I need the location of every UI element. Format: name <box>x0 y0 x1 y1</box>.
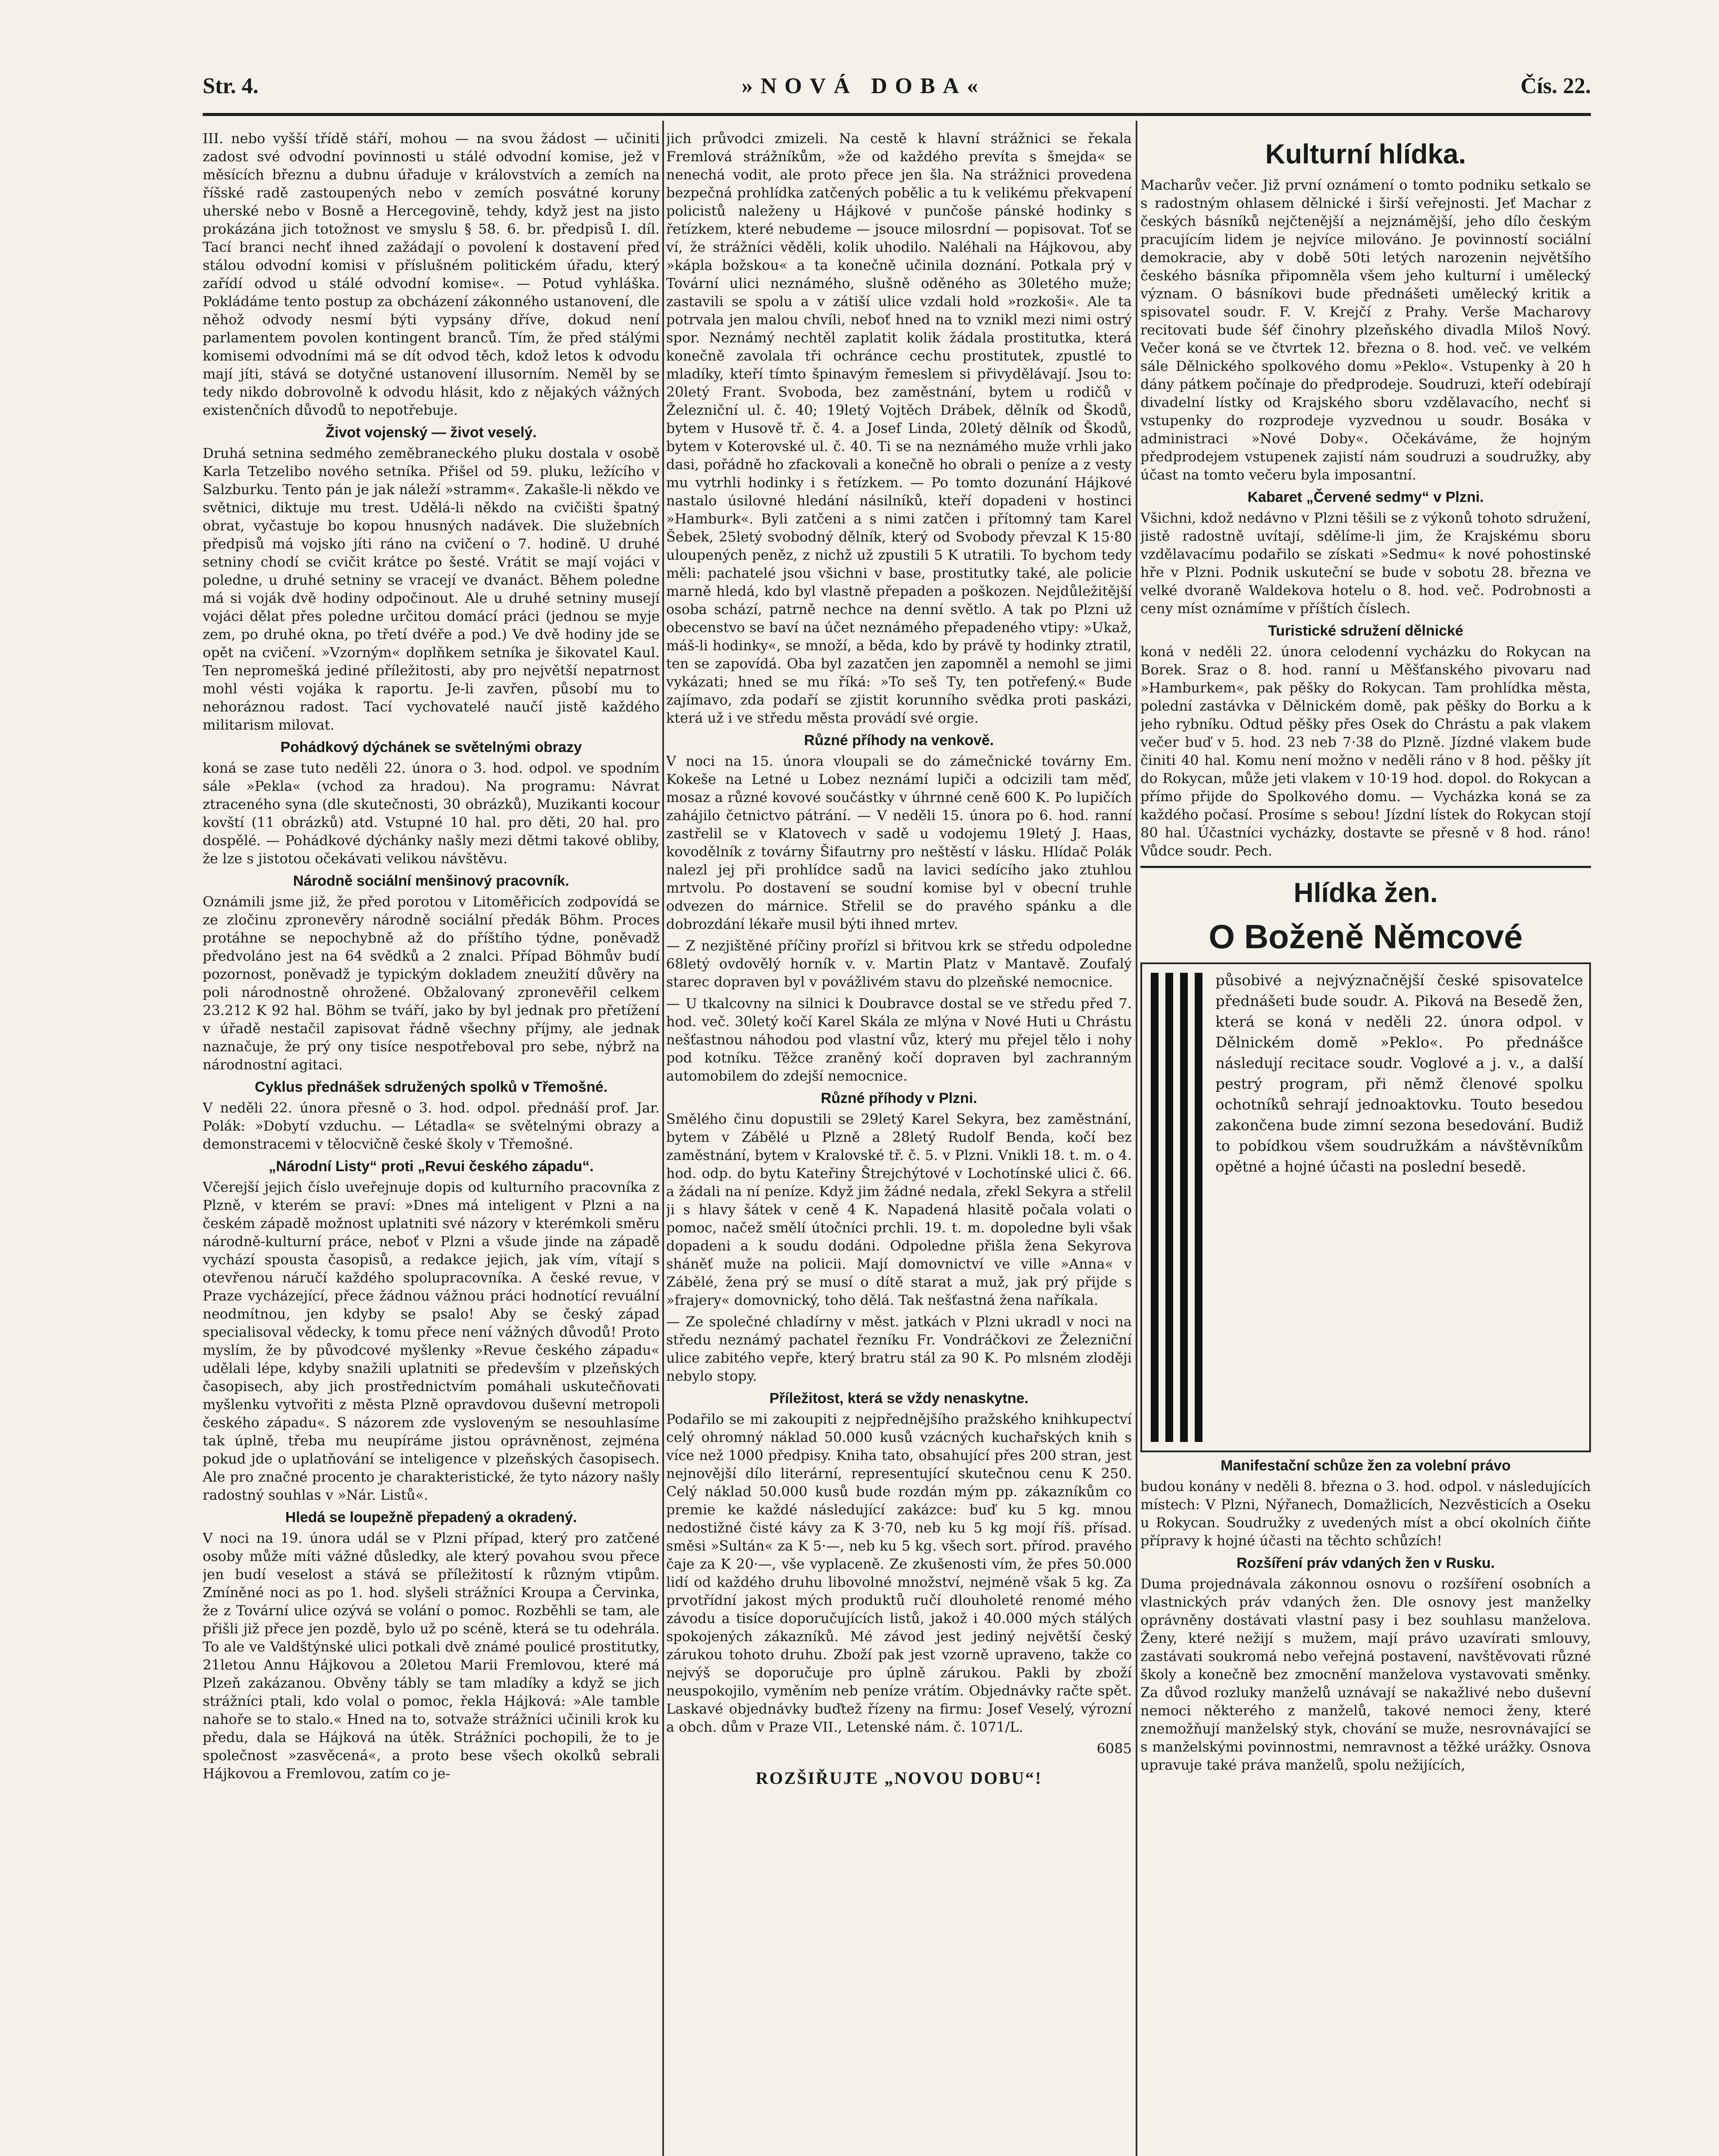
article-countryside-1: V noci na 15. února vloupali se do zámečnické továrny Em. Kokeše na Letné u Lobez neznámí lupiči a odcizili tam měď, mosaz a různé kovové součástky v úhrnné ceně 600 K. Po lupičích zahájilo četnictvo pátrání. — V neděli 15. února po 6. hod. ranní zastřelil se v Klatovech v sadě u vodojemu 19letý J. Haas, kovodělník z továrny Šifautrny pro neštěstí v lásku. Hlídač Polák nalezl jej při prohlídce sadů na lavici sedícího jako ztuhlou mrtvolu. Po dostavení se soudní komise byl v obecní truhle odvezen do márnice. Střelil se do pravého spánku a dle dobrozdání lékaře musil býti ihned mrtev. <box>666 753 1132 932</box>
lecture-announcement-text: působivé a nejvýznačnější české spisovatelce přednášeti bude soudr. A. Piková na Besedě žen, která se koná v neděli 22. února odpol. v Dělnickém domě »Peklo«. Po přednášce následují recitace soudr. Voglové a j. v., a další pestrý program, při němž členové spolku ochotníků sehrají jednoaktovku. Touto besedou zakončena bude zimní sezona besedování. Budiž to pobídkou všem soudružkám a návštěvníkům opětné a hojné účasti na poslední besedě. <box>1215 972 1583 1175</box>
article-russian-wives: Duma projednávala zákonnou osnovu o rozšíření osobních a vlastnických práv vdaných žen. Dle osnovy jest manželky oprávněny dostávati vlastní pasy i bez souhlasu manželova. Ženy, které nežijí s mužem, mají právo uzavírati smlouvy, zastávati soukromá nebo veřejná postavení, navštěvovati různé školy a konečně bez zmocnění manželova vystavovati směnky. Za důvod rozluky manželů uznávají se nakažlivé nebo duševní nemoci některého z manželů, takové nemoci ženy, které znemožňují manželský styk, chování se muže, nesrovnávající se s manželskými povinnostmi, nemravnost a těžké urážky. Osnova upravuje také práva manželů, spolu nežijících, <box>1140 1576 1591 1773</box>
heading-bozena-nemcova: O Boženě Němcové <box>1209 918 1523 956</box>
article-narodni-listy: Včerejší jejich číslo uveřejnuje dopis od kulturního pracovníka z Plzně, v kterém se praví: »Dnes má inteligent v Plzni a na českém západě možnost uplatniti své názory v kterémkoli směru národně-kulturní práce, neboť v Plzni a všude jinde na západě vychází spousta časopisů, a redakce jejich, jak vím, vítají s otevřenou náručí každého spolupracovníka. A české revue, v Praze vycházející, přece žádnou vážnou práci hodnotící revuální neodmítnou, jen kdyby se psalo! Aby se český západ specialisoval vědecky, k tomu přece není vážných důvodů! Proto myslím, že by původcové myšlenky »Revue českého západu« udělali lépe, kdyby snažili uplatniti se především v plzeňských časopisech, aby jich prostřednictvím pomáhali uskutečňovati myšlenku vytvořiti z města Plzně opravdovou duševní metropoli českého západu«. S názorem zde vysloveným se nesouhlasíme tak úplně, třeba mu neupíráme jistou oprávněnost, zejména pokud jde o uplatňování se inteligence v plzeňských časopisech. Ale pro značné procento je charakteristické, že tyto názory našly radostný souhlas v »Nár. Listů«. <box>203 1179 660 1503</box>
heading-robbed-man: Hledá se loupežně přepadený a okradený. <box>285 1509 577 1526</box>
heading-fairytale-evening: Pohádkový dýchánek se světelnými obrazy <box>280 739 582 755</box>
heading-womens-watch: Hlídka žen. <box>1293 877 1438 908</box>
heading-cultural-watch: Kulturní hlídka. <box>1265 138 1466 169</box>
column-1 <box>203 129 660 2156</box>
heading-manifest-meeting: Manifestační schůze žen za volební právo <box>1221 1457 1511 1474</box>
column-2 <box>666 129 1132 2156</box>
heading-narodni-listy: „Národní Listy“ proti „Revui českého západu“. <box>269 1158 594 1175</box>
heading-tourist-club: Turistické sdružení dělnické <box>1268 623 1463 639</box>
ad-number: 6085 <box>1096 1740 1132 1757</box>
article-national-social: Oznámili jsme již, že před porotou v Litoměřicích zodpovídá se ze zločinu zpronevěry národně sociální předák Böhm. Proces protáhne se nepochybně až do příštího týdne, poněvadž předvoláno jest na 64 svědků a 2 znalci. Případ Böhmův budí pozornost, poněvadž je typickým dokladem zneužití důvěry na poli národnostně ohrožené. Obžalovaný zpronevěřil celkem 23.212 K 92 hal. Böhm se tváří, jako by byl jednak pro přetížení v úřadě nestačil zapisovat řádně všechny příjmy, ale jednak naznačuje, že prý ony tisíce nespotřeboval pro sebe, nýbrž na národnostní agitaci. <box>203 893 660 1073</box>
heading-countryside-events: Různé příhody na venkově. <box>804 732 994 749</box>
heading-opportunity-ad: Příležitost, která se vždy nenaskytne. <box>769 1390 1029 1407</box>
page-number: Str. 4. <box>203 74 259 98</box>
section-rule <box>1140 866 1591 868</box>
page-header <box>203 73 1591 108</box>
article-plzen-2: — Ze společné chladírny v měst. jatkách v Plzni ukradl v noci na středu neznámý pachatel řezníku Fr. Vondráčkovi ze Železniční ulice zabitého vepře, který bratru stál za 90 K. Po mlsném zloději nebylo stopy. <box>666 1313 1132 1384</box>
footer-slogan: ROZŠIŘUJTE „NOVOU DOBU“! <box>755 1768 1043 1788</box>
article-manifest-meeting: budou konány v neděli 8. března o 3. hod. odpol. v následujících místech: V Plzni, Nýřanech, Domažlicích, Nezvěsticích a Oseku u Rokycan. Soudružky z uvedených míst a obcí okolních čiňte přípravy k hojné účasti na těchto schůzích! <box>1140 1478 1591 1549</box>
article-robbed-man: V noci na 19. února udál se v Plzni případ, který pro zatčené osoby může míti vážné důsledky, ale který povahou svou přece jen budí veselost a stává se příležitostí k různým vtipům. Zmíněné noci as po 1. hod. slyšeli strážníci Kroupa a Červinka, že z Tovární ulice ozývá se volání o pomoc. Rozběhli se tam, ale přišli již přece jen pozdě, bylo už po scéně, která se tu odehrála. To ale ve Valdštýnské ulici potkali dvě známé poulicé prostitutky, 21letou Annu Hájkovou a 20letou Marii Fremlovou, které má Plzeň zakázanou. Obvěny tábly se tam mladíky a když se jich strážníci ptali, kdo volal o pomoc, řekla Hájková: »Ale tamble nahoře se to stalo.« Hned na to, sotvaže strážníci učinili krok ku předu, dala se Hájková na útěk. Strážníci pochopili, že to je společnost »zasvěcená«, a proto bese všech okolků sebrali Hájkovou a Fremlovou, zatím co je- <box>203 1530 660 1782</box>
article-fairytale-evening: koná se zase tuto neděli 22. února o 3. hod. odpol. ve spodním sále »Pekla« (vchod za hradou). Na programu: Návrat ztraceného syna (dle skutečnosti, 30 obrázků), Muzikanti kocour kovští (11 obrázků) atd. Vstupné 10 hal. pro děti, 20 hal. pro dospělé. — Pohádkové dýchánky našly mezi dětmi takové obliby, že lze s jistotou očekávati velikou návštěvu. <box>203 760 660 867</box>
decorative-bars <box>1151 973 1202 1442</box>
heading-national-social: Národně sociální menšinový pracovník. <box>293 873 570 889</box>
article-lecture-cycle: V neděli 22. února přesně o 3. hod. odpol. přednáší prof. Jar. Polák: »Dobytí vzduchu. — Létadla« se světelnými obrazy a demonstracemi v tělocvičně české školy v Třemošné. <box>203 1100 660 1152</box>
heading-russian-wives: Rozšíření práv vdaných žen v Rusku. <box>1237 1555 1495 1571</box>
masthead-title: »NOVÁ DOBA« <box>742 74 986 98</box>
issue-number: Čís. 22. <box>1520 74 1591 98</box>
column-divider-1 <box>662 121 664 2156</box>
article-military-draft: III. nebo vyšší třídě stáří, mohou — na svou žádost — učiniti zadost své odvodní povinnosti u stálé odvodní komise, jež v měsících březnu a dubnu úřaduje v královstvích a zemích na říšské radě zastoupených nebo v zemích posvátné koruny uherské nebo v Bosně a Hercegovině, tehdy, když jest na jisto prokázána jich totožnost ve smyslu § 58. 6. br. předpisů I. díl. Tací branci nechť ihned zažádají o povolení k dostavení před stálou odvodní komisi v příslušném politickém úřadu, který zařídí odvod u stálé odvodní komise«. — Potud vyhláška. Pokládáme tento postup za obcházení zákonného ustanovení, dle něhož odvody nesmí býti vypsány dříve, dokud není parlamentem povolen kontingent branců. Tím, že před stálými komisemi odvodními má se dít odvod těch, kdož letos k odvodu mají jíti, stává se dotyčné ustanovení illusorním. Neměl by se tedy nikdo dobrovolně k odvodu hlásit, kdo z nějakých vážných existenčních důvodů to nepotřebuje. <box>203 130 660 418</box>
advertisement-cookbook: Podařilo se mi zakoupiti z nejpřednějšího pražského knihkupectví celý ohromný náklad 50.000 kusů vzácných kuchařských knih s více než 1000 předpisy. Kniha tato, obsahující přes 200 stran, jest nejnovější dílo literární, representující skutečnou cenu K 250. Celý náklad 50.000 kusů bude rozdán mým pp. zákazníkům co premie ke každé následující zakázce: buď ku 5 kg. mnou nedostižné čisté kávy za K 3·70, neb ku 5 kg mojí říš. přísad. směsi »Sultán« za K 5·—, neb ku 5 kg. všech sort. přírod. pravého čaje za K 20·—, vše vyplaceně. Ze zkušenosti vím, že přes 50.000 lidí od každého druhu libovolné množství, nejméně však 5 kg. Za prvotřídní jakost mých produktů ručí dlouholeté renomé mého závodu a tisíce doporučujících listů, jakož i 40.000 mých stálých spokojených zákazníků. Mé závod jest jediný největší český zárukou tohoto druhu. Zboží pak jest vzorně upraveno, takže co nejvýš se doporučuje pro úplně zárukou. Pakli by zboží neuspokojilo, vyměním neb peníze vrátím. Objednávky račte spět. Laskavé objednávky buďtež řízeny na firmu: Josef Veselý, výrozní a obch. dům v Praze VII., Letenské nám. č. 1071/L. <box>666 1411 1132 1735</box>
article-countryside-2: — Z nezjištěné příčiny prořízl si břitvou krk se středu odpoledne 68letý ovdovělý horník v. v. Martin Platz v Mantavě. Zoufalý starec dopraven byl v povážlivém stavu do plzeňské nemocnice. <box>666 937 1132 990</box>
article-tourist-club: koná v neděli 22. února celodenní vycházku do Rokycan na Borek. Sraz o 8. hod. ranní u Měšťanského pivovaru nad »Hamburkem«, pak pěšky do Rokycan. Tam prohlídka města, polední zastávka v Dělnickém domě, pak pěšky do Borku a k jeho rybníku. Odtud pěšky přes Osek do Chrástu a pak vlakem večer buď v 5. hod. 23 neb 7·38 do Plzně. Jízdné vlakem bude činiti 40 hal. Komu není možno v neděli ráno v 8 hod. pěšky jít do Rokycan, může jeti vlakem v 10·19 hod. dopol. do Rokycan a přímo přijde do Spolkového domu. — Vycházka koná se za každého počasí. Prosíme s sebou! Jízdní lístek do Rokycan stojí 80 hal. Účastníci vycházky, dostavte se přesně v 8 hod. ráno! Vůdce soudr. Pech. <box>1140 643 1591 859</box>
article-countryside-3: — U tkalcovny na silnici k Doubravce dostal se ve středu před 7. hod. več. 30letý kočí Karel Skála ze mlýna v Nové Huti u Chrástu nešťastnou náhodou pod vlastní vůz, který mu přejel tělo i nohy pod kotníku. Těžce zraněný kočí dopraven byl zachranným automobilem do zdejší nemocnice. <box>666 995 1132 1084</box>
article-robbed-man-cont: jich průvodci zmizeli. Na cestě k hlavní strážnici se řekala Fremlová strážníkům, »že od každého prevíta s šmejda« se nenechá vodit, ale proto přece jen šla. Na strážnici provedena bezpečná prohlídka zatčených pobělic a tu k velikému překvapení policistů naleženy u Hájkové v punčoše pánské hodinky s řetízkem, které nebudeme — jsouce milosrdní — popisovat. Toť se ví, že strážníci věděli, kolik uhodilo. Naléhali na Hájkovou, aby »kápla božskou« a ta konečně učinila doznání. Potkala prý v Tovární ulici neznámého, slušně oděného as 30letého muže; zastavili se spolu a v zátiší ulice vzdali hold »rozkoši«. Ale ta potrvala jen malou chvíli, neboť hned na to vznikl mezi nimi ostrý spor. Neznámý nechtěl zaplatit kolik žádala prostitutka, která konečně zavolala tři ochránce cechu prostitutek, zpustlé to mladíky, kteří tímto špinavým řemeslem si přivydělávají. Jsou to: 20letý Frant. Svoboda, bez zaměstnání, bytem u rodičů v Železniční ul. č. 40; 19letý Vojtěch Drábek, dělník od Škodů, bytem v Husově tř. č. 4. a Josef Linda, 20letý dělník od Škodů, bytem v Koterovské ul. č. 40. Ti se na neznámého muže vrhli jako dasi, pořádně ho zfackovali a konečně ho obrali o peníze a z vesty mu vytrhli hodinky i s řetízkem. — Po tomto dozunání Hájkové nastalo úsilovné hledání násilníků, kteří dopadeni v hostinci »Hamburk«. Byli zatčeni a s nimi zatčen i přítomný tam Karel Šebek, 25letý svobodný dělník, který od Svobody převzal K 15·80 uloupených peněz, z nichž už zpustili 5 K utratili. To bychom tedy měli: pachatelé jsou všichni v base, prostitutky také, ale policie marně hledá, kdo byl vlastně přepaden a poškozen. Nejdůležitější osoba schází, patrně nechce na denní světlo. A tak po Plzni už obecenstvo se baví na účet neznámého přepadeného vtipy: »Ukaž, máš-li hodinky«, se množí, a běda, kdo by právě ty hodinky ztratil, ten se zapovídá. Oba byl zazatčen jen zapomněl a nemohl se jimi vykázati; hned se mu říká: »To seš Ty, ten potřefený.« Bude zajímavo, zda podaří se zjistit korunního svědka proti paskázi, která už i ve středu města provádí své orgie. <box>666 130 1132 726</box>
header-rule <box>203 113 1591 116</box>
heading-cabaret: Kabaret „Červené sedmy“ v Plzni. <box>1247 489 1484 505</box>
column-divider-2 <box>1136 121 1137 2156</box>
article-military-life: Druhá setnina sedmého zeměbraneckého pluku dostala v osobě Karla Tetzelibo nového setníka. Přišel od 59. pluku, ležícího v Salzburku. Tento pán je jak náleží »stramm«. Zakašle-li někdo ve světnici, diktuje mu trest. Udělá-li někdo na cvičišti špatný obrat, vyčastuje bo kopou hnusných nadávek. Die služebních předpisů má vojsko jíti ráno na cvičení o 7. hodině. U druhé setniny chodí se cvičit krátce po šesté. Vrátit se mají vojáci v poledne, u druhé setniny se vracejí ve dvanáct. Během poledne má si voják dvě hodiny odpočinout. Ale u druhé setniny musejí vojáci dělat přes poledne určitou domácí práci (jednou se myje zem, po druhé okna, po třetí dvéře a pod.) Ve dvě hodiny jde se opět na cvičení. »Vzorným« doplňkem setníka je šikovatel Kaul. Ten nepromešká jediné příležitosti, aby pro největší nepatrnost mohl vésti vojáka k raportu. Je-li zavřen, působí mu to nehoráznou radost. Tací vychovatelé naučí jistě každého militarism milovat. <box>203 445 660 733</box>
column-3 <box>1140 129 1591 2156</box>
article-plzen-1: Smělého činu dopustili se 29letý Karel Sekyra, bez zaměstnání, bytem v Zábělé u Plzně a 28letý Rudolf Benda, kočí bez zaměstnání, bytem v Kralovské tř. č. 5. v Plzni. Vnikli 18. t. m. o 4. hod. odp. do bytu Kateřiny Štrejchýtové v Lochotínské ulici č. 66. a žádali na ní peníze. Když jim žádné nedala, zřekl Sekyra a střelil ji s hlavy šátek v ceně 4 K. Napadená hlasitě počala volati o pomoc, načež smělí útočníci prchli. 19. t. m. dopoledne byli však dopadeni a k soudu dodáni. Odpoledne přišla žena Sekyrova sháněť muže na policii. Mají domovnictví ve ville »Anna« v Zábělé, žena prý se musí o dítě starat a muž, jak prý přijde s »frajery« domovnický, toho dělá. Tak nešťastná žena naříkala. <box>666 1111 1132 1308</box>
lecture-announcement-box <box>1140 962 1591 1452</box>
heading-lecture-cycle: Cyklus přednášek sdružených spolků v Třemošné. <box>254 1079 608 1095</box>
heading-military-life: Život vojenský — život veselý. <box>326 424 537 441</box>
article-cabaret: Všichni, kdož nedávno v Plzni těšili se z výkonů tohoto sdružení, jistě radostně uvítají, sdělíme-li jim, že Krajskému sboru vzdělavacímu podařilo se získati »Sedmu« k nové pohostinské hře v Plzni. Podnik uskuteční se bude v sobotu 28. března ve velké dvoraně Waldekova hotelu o 8. hod. več. Podrobnosti a ceny míst oznámíme v příštích číslech. <box>1140 510 1591 617</box>
heading-plzen-events: Různé příhody v Plzni. <box>820 1090 977 1106</box>
article-machar-evening: Macharův večer. Již první oznámení o tomto podniku setkalo se s radostným ohlasem dělnické i širší veřejnosti. Jeť Machar z českých básníků nejčtenější a nejznámější, jeho dílo českým pracujícím lidem je nejvíce milováno. Je povinností sociální demokracie, aby v době 50ti letých narozenin největšího českého básníka připomněla všem jeho kulturní i umělecký význam. O básníkovi bude přednášeti umělecký kritik a spisovatel soudr. F. V. Krejčí z Prahy. Verše Macharovy recitovati bude šéf činohry plzeňského divadla Miloš Nový. Večer koná se ve čtvrtek 12. března o 8. hod. več. ve velkém sále Dělnického spolkového domu »Peklo«. Vstupenky à 20 h dány pátkem počínaje do předprodeje. Soudruzi, kteří odebírají divadelní lístky od Krajského sboru vzdělavacího, nechť si vstupenky do rozprodeje vyzvednou u soudr. Bosáka v administraci »Nové Doby«. Očekáváme, že hojným předprodejem vstupenek zajistí nám soudruzi a soudružky, aby účast na tomto večeru byla imposantní. <box>1140 177 1591 483</box>
